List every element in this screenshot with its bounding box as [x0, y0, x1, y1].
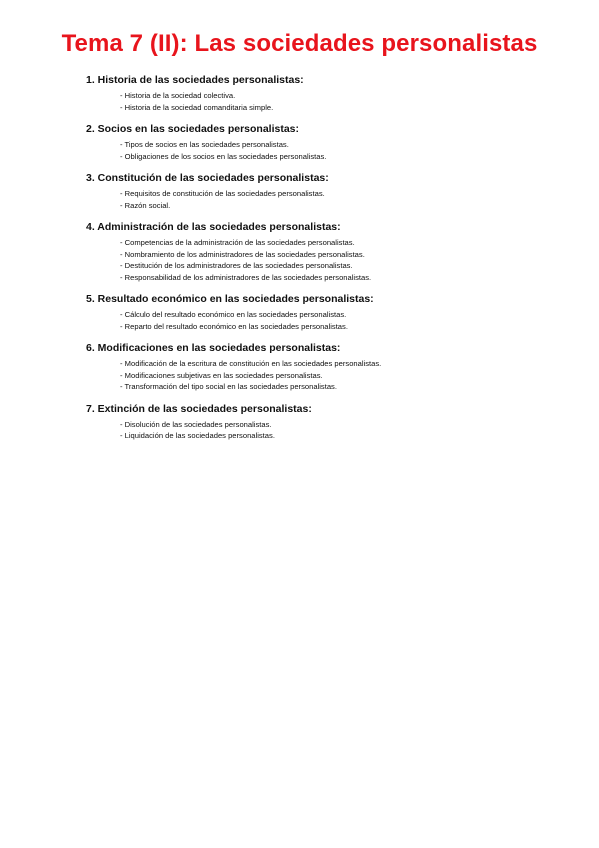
- list-item: - Razón social.: [120, 200, 171, 210]
- section-item-list: [86, 419, 566, 442]
- list-item: - Competencias de la administración de las sociedades personalistas.: [120, 238, 355, 247]
- list-item: - Obligaciones de los socios en las sociedades personalistas.: [120, 151, 327, 161]
- section-item-list: [86, 90, 566, 113]
- list-item: - Liquidación de las sociedades personalistas.: [120, 431, 275, 440]
- section-heading: 5. Resultado económico en las sociedades personalistas:: [86, 293, 374, 305]
- list-item: - Modificación de la escritura de constitución en las sociedades personalistas.: [120, 359, 382, 368]
- section-1: [86, 73, 566, 113]
- section-heading: 4. Administración de las sociedades personalistas:: [86, 221, 341, 233]
- list-item: - Transformación del tipo social en las sociedades personalistas.: [120, 382, 337, 391]
- section-item-list: [86, 309, 566, 332]
- section-2: [86, 122, 566, 162]
- list-item: - Responsabilidad de los administradores de las sociedades personalistas.: [120, 272, 372, 282]
- list-item: - Reparto del resultado económico en las sociedades personalistas.: [120, 321, 348, 331]
- list-item: - Requisitos de constitución de las sociedades personalistas.: [120, 189, 325, 198]
- outline: [86, 73, 566, 451]
- section-heading: 2. Socios en las sociedades personalistas:: [86, 123, 300, 135]
- section-item-list: [86, 358, 566, 393]
- list-item: - Historia de la sociedad colectiva.: [120, 91, 236, 100]
- section-3: [86, 171, 566, 211]
- section-6: [86, 341, 566, 393]
- section-heading: 6. Modificaciones en las sociedades personalistas:: [86, 342, 341, 354]
- list-item: - Historia de la sociedad comanditaria simple.: [120, 102, 274, 112]
- section-item-list: [86, 237, 566, 283]
- section-4: [86, 220, 566, 283]
- list-item: - Nombramiento de los administradores de las sociedades personalistas.: [120, 249, 365, 259]
- section-heading: 1. Historia de las sociedades personalistas:: [86, 74, 304, 86]
- section-item-list: [86, 139, 566, 162]
- section-heading: 7. Extinción de las sociedades personalistas:: [86, 402, 312, 415]
- section-5: [86, 292, 566, 332]
- page-title: Tema 7 (II): Las sociedades personalistas: [61, 30, 538, 57]
- list-item: - Tipos de socios en las sociedades personalistas.: [120, 140, 289, 149]
- list-item: - Destitución de los administradores de las sociedades personalistas.: [120, 261, 353, 270]
- list-item: - Cálculo del resultado económico en las sociedades personalistas.: [120, 310, 347, 319]
- list-item: - Disolución de las sociedades personalistas.: [120, 419, 272, 429]
- list-item: - Modificaciones subjetivas en las sociedades personalistas.: [120, 370, 323, 380]
- section-7: [86, 402, 566, 442]
- section-heading: 3. Constitución de las sociedades personalistas:: [86, 172, 329, 184]
- section-item-list: [86, 188, 566, 211]
